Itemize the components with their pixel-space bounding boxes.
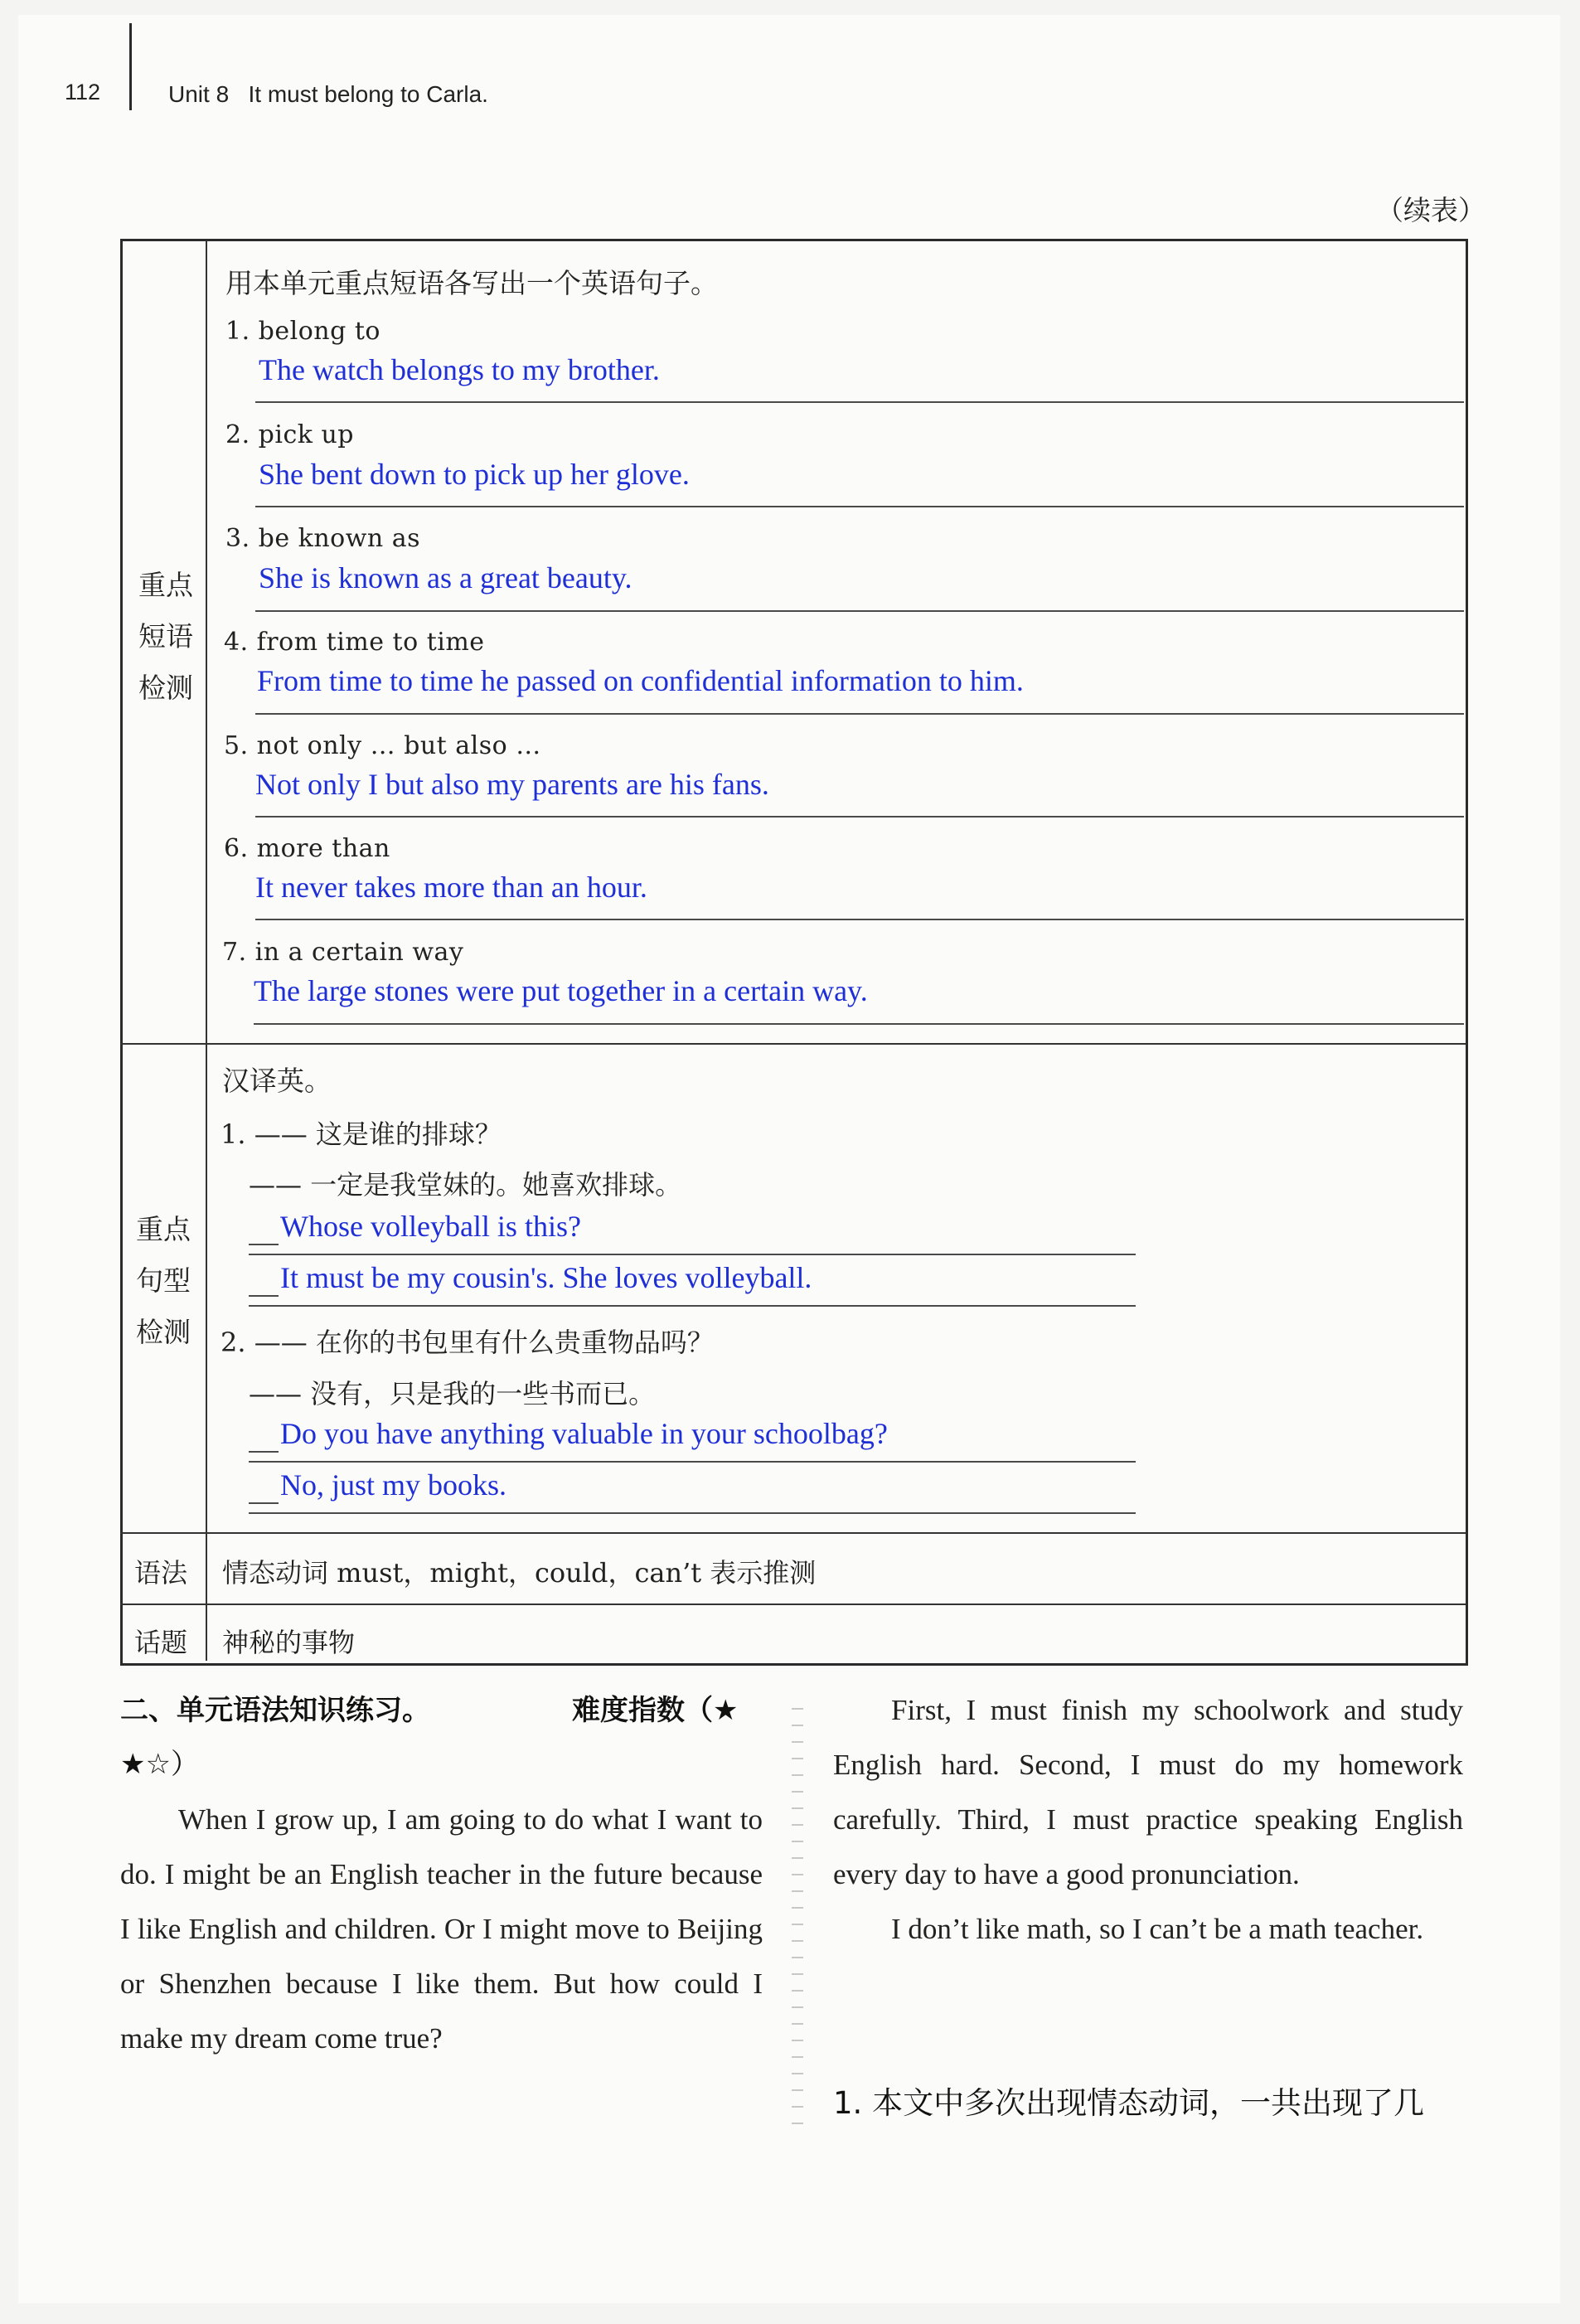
answer-line	[249, 1254, 1136, 1255]
sentences-instruction: 汉译英。	[222, 1065, 332, 1097]
phrase-prompt: 2. pick up	[225, 420, 354, 449]
table-row-divider	[120, 1532, 1466, 1534]
phrase-prompt: 5. not only … but also …	[224, 731, 541, 760]
phrases-instruction: 用本单元重点短语各写出一个英语句子。	[225, 267, 718, 299]
phrase-answer: From time to time he passed on confidential information to him.	[257, 664, 1024, 697]
answer-line	[255, 713, 1464, 715]
table-row-divider	[120, 1043, 1466, 1045]
unit-title: Unit 8 It must belong to Carla.	[168, 81, 488, 107]
label-line: 重点	[136, 1213, 191, 1245]
phrase-answer: She bent down to pick up her glove.	[259, 458, 690, 491]
grammar-content: 情态动词 must，might，could，can’t 表示推测	[222, 1557, 817, 1589]
label-line: 重点	[138, 569, 193, 601]
topic-label: 话题	[134, 1627, 188, 1658]
difficulty-index: 难度指数（★	[572, 1694, 739, 1727]
sentence-answer: It must be my cousin's. She loves volleyball.	[280, 1261, 812, 1294]
header-divider	[129, 23, 132, 110]
topic-content: 神秘的事物	[222, 1627, 356, 1658]
answer-blank-start	[249, 1451, 279, 1453]
passage-paragraph: I don’t like math, so I can’t be a math teacher.	[891, 1913, 1424, 1945]
table-row-divider	[120, 1604, 1466, 1605]
sentence-answer: No, just my books.	[280, 1468, 507, 1502]
sentences-row-label	[122, 1204, 205, 1358]
sentence-reply: —— 没有，只是我的一些书而已。	[249, 1378, 656, 1409]
phrase-answer: She is known as a great beauty.	[259, 561, 632, 594]
answer-blank-start	[249, 1502, 279, 1504]
passage-right-column	[833, 1683, 1463, 1957]
continued-label: （续表）	[1376, 194, 1485, 226]
answer-line	[249, 1512, 1136, 1514]
phrase-prompt: 3. be known as	[225, 524, 421, 553]
answer-blank-start	[249, 1295, 279, 1297]
passage-paragraph: First, I must finish my schoolwork and study English hard. Second, I must do my homework carefully. Third, I must practice speaking English every day to have a good pronunciation.	[833, 1694, 1463, 1890]
passage-left-column	[120, 1793, 763, 2066]
sentence-answer: Do you have anything valuable in your schoolbag?	[280, 1417, 888, 1450]
label-line: 检测	[138, 672, 193, 704]
grammar-label: 语法	[134, 1557, 188, 1589]
answer-line	[255, 610, 1464, 612]
table-column-divider	[206, 240, 207, 1661]
sentence-question: 2. —— 在你的书包里有什么贵重物品吗？	[221, 1327, 714, 1358]
answer-line	[255, 506, 1464, 507]
label-line: 短语	[138, 620, 193, 653]
section-heading: 二、单元语法知识练习。	[120, 1694, 430, 1727]
phrase-prompt: 6. more than	[224, 834, 390, 863]
phrase-prompt: 1. belong to	[225, 317, 380, 346]
answer-line	[255, 919, 1464, 920]
phrase-answer: It never takes more than an hour.	[255, 871, 647, 904]
column-divider	[792, 1700, 803, 2131]
answer-line	[254, 1023, 1464, 1025]
phrase-answer: The watch belongs to my brother.	[259, 353, 660, 386]
answer-line	[249, 1461, 1136, 1463]
difficulty-stars: ★☆）	[120, 1748, 199, 1781]
answer-line	[249, 1305, 1136, 1307]
passage-paragraph: When I grow up, I am going to do what I want to do. I might be an English teacher in the future because I like English and children. Or I might move to Beijing or Shenzhen because I like them. But how could I make my dream come true?	[120, 1803, 763, 2055]
phrases-row-label	[124, 560, 207, 714]
answer-line	[255, 816, 1464, 818]
answer-blank-start	[249, 1244, 279, 1245]
label-line: 检测	[136, 1316, 191, 1348]
phrase-answer: Not only I but also my parents are his fans.	[255, 768, 769, 801]
phrase-prompt: 4. from time to time	[224, 628, 485, 657]
page-number: 112	[65, 80, 101, 104]
question-1: 1. 本文中多次出现情态动词，一共出现了几	[833, 2085, 1425, 2121]
sentence-reply: —— 一定是我堂妹的。她喜欢排球。	[249, 1169, 682, 1201]
sentence-answer: Whose volleyball is this?	[280, 1210, 581, 1243]
sentence-question: 1. —— 这是谁的排球？	[221, 1118, 502, 1150]
label-line: 句型	[136, 1264, 191, 1297]
phrase-prompt: 7. in a certain way	[222, 938, 464, 967]
phrase-answer: The large stones were put together in a certain way.	[254, 974, 868, 1007]
answer-line	[255, 401, 1464, 403]
